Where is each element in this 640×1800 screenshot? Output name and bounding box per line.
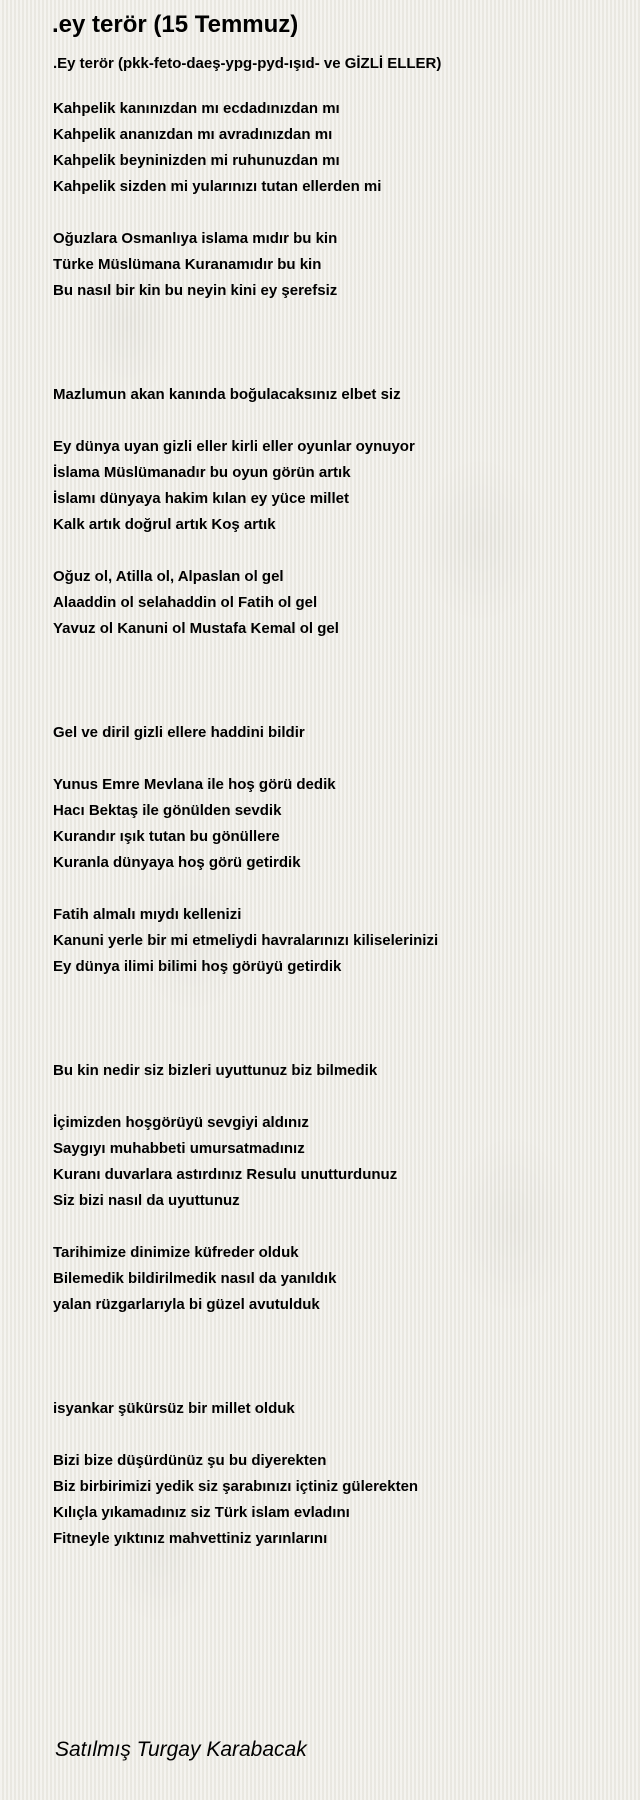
- poem-line: İslamı dünyaya hakim kılan ey yüce millet: [53, 490, 349, 507]
- poem-body: [53, 96, 613, 1578]
- poem-line: Yavuz ol Kanuni ol Mustafa Kemal ol gel: [53, 620, 339, 637]
- stanza: [53, 382, 613, 408]
- stanza: [53, 96, 613, 200]
- poem-line: Ey dünya uyan gizli eller kirli eller oyunlar oynuyor: [53, 438, 415, 455]
- poem-line: Oğuzlara Osmanlıya islama mıdır bu kin: [53, 230, 338, 247]
- poem-line: Saygıyı muhabbeti umursatmadınız: [53, 1140, 305, 1157]
- poem-line: Kurandır ışık tutan bu gönüllere: [53, 828, 280, 845]
- poem-line: Kanuni yerle bir mi etmeliydi havralarınızı kiliselerinizi: [53, 932, 439, 949]
- stanza: [53, 1448, 613, 1552]
- poem-line: Kahpelik sizden mi yularınızı tutan ellerden mi: [53, 178, 382, 195]
- poem-line: Tarihimize dinimize küfreder olduk: [53, 1244, 299, 1261]
- poem-line: Ey dünya ilimi bilimi hoş görüyü getirdik: [53, 958, 342, 975]
- poem-title: .ey terör (15 Temmuz): [52, 11, 299, 38]
- poem-line: Siz bizi nasıl da uyuttunuz: [53, 1192, 240, 1209]
- stanza: [53, 720, 613, 746]
- poem-line: Bizi bize düşürdünüz şu bu diyerekten: [53, 1452, 327, 1469]
- poem-line: Kılıçla yıkamadınız siz Türk islam evladını: [53, 1504, 350, 1521]
- poem-line: Türke Müslümana Kuranamıdır bu kin: [53, 256, 322, 273]
- poem-line: Gel ve diril gizli ellere haddini bildir: [53, 724, 305, 741]
- stanza: [53, 772, 613, 876]
- poem-line: Yunus Emre Mevlana ile hoş görü dedik: [53, 776, 336, 793]
- stanza: [53, 1240, 613, 1318]
- stanza: [53, 1396, 613, 1422]
- poem-line: isyankar şükürsüz bir millet olduk: [53, 1400, 295, 1417]
- poem-line: yalan rüzgarlarıyla bi güzel avutulduk: [53, 1296, 320, 1313]
- poem-line: Hacı Bektaş ile gönülden sevdik: [53, 802, 282, 819]
- stanza: [53, 564, 613, 642]
- poem-line: Fatih almalı mıydı kellenizi: [53, 906, 242, 923]
- author-signature: Satılmış Turgay Karabacak: [55, 1738, 307, 1761]
- poem-line: Oğuz ol, Atilla ol, Alpaslan ol gel: [53, 568, 284, 585]
- poem-line: İçimizden hoşgörüyü sevgiyi aldınız: [53, 1114, 309, 1131]
- stanza: [53, 434, 613, 538]
- poem-line: Alaaddin ol selahaddin ol Fatih ol gel: [53, 594, 318, 611]
- poem-line: Bu nasıl bir kin bu neyin kini ey şerefsiz: [53, 282, 338, 299]
- poem-line: Kuranla dünyaya hoş görü getirdik: [53, 854, 301, 871]
- poem-line: Bu kin nedir siz bizleri uyuttunuz biz bilmedik: [53, 1062, 378, 1079]
- poem-line: Kahpelik beyninizden mi ruhunuzdan mı: [53, 152, 340, 169]
- poem-line: Kuranı duvarlara astırdınız Resulu unutturdunuz: [53, 1166, 398, 1183]
- stanza: [53, 1058, 613, 1084]
- poem-line: Kahpelik ananızdan mı avradınızdan mı: [53, 126, 333, 143]
- poem-line: İslama Müslümanadır bu oyun görün artık: [53, 464, 351, 481]
- poem-line: Biz birbirimizi yedik siz şarabınızı içtiniz gülerekten: [53, 1478, 419, 1495]
- poem-line: Bilemedik bildirilmedik nasıl da yanıldık: [53, 1270, 337, 1287]
- stanza: [53, 1110, 613, 1214]
- poem-line: Kahpelik kanınızdan mı ecdadınızdan mı: [53, 100, 340, 117]
- poem-line: Fitneyle yıktınız mahvettiniz yarınlarını: [53, 1530, 328, 1547]
- poem-line: Kalk artık doğrul artık Koş artık: [53, 516, 276, 533]
- poem-line: Mazlumun akan kanında boğulacaksınız elbet siz: [53, 386, 401, 403]
- stanza: [53, 902, 613, 980]
- stanza: [53, 226, 613, 304]
- poem-subtitle: .Ey terör (pkk-feto-daeş-ypg-pyd-ışıd- ve GİZLİ ELLER): [53, 55, 442, 72]
